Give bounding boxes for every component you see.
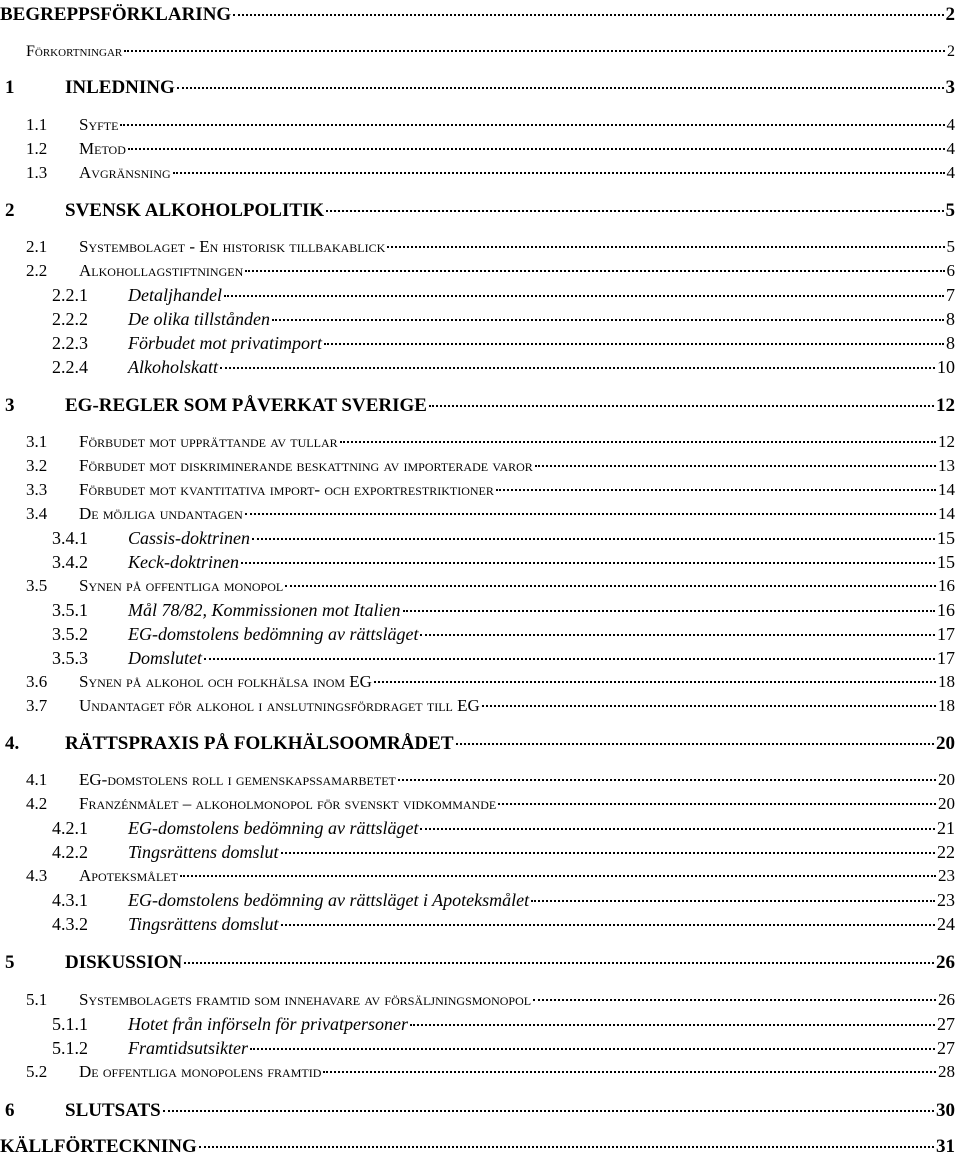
toc-entry-title: Förbudet mot privatimport xyxy=(128,333,322,354)
toc-entry-title: EG-domstolens bedömning av rättsläget xyxy=(128,818,418,839)
dot-leader xyxy=(233,14,943,16)
toc-entry-title: EG-domstolens bedömning av rättsläget xyxy=(128,624,418,645)
toc-entry-page-number: 17 xyxy=(937,648,960,669)
toc-entry-number: 4.2.2 xyxy=(0,842,128,863)
toc-entry[interactable] xyxy=(0,395,960,417)
dot-leader xyxy=(128,148,945,150)
toc-entry-number: 2.1 xyxy=(0,237,79,257)
toc-entry[interactable] xyxy=(0,1062,960,1082)
toc-entry-number: 3.5.1 xyxy=(0,600,128,621)
dot-leader xyxy=(281,852,935,854)
toc-entry[interactable] xyxy=(0,261,960,281)
toc-entry-title: RÄTTSPRAXIS PÅ FOLKHÄLSOOMRÅDET xyxy=(65,733,454,755)
toc-entry[interactable] xyxy=(0,866,960,886)
toc-entry-number: 2 xyxy=(0,200,65,222)
toc-entry[interactable] xyxy=(0,842,960,863)
dot-leader xyxy=(250,1048,935,1050)
toc-entry-number: 2.2.4 xyxy=(0,357,128,378)
toc-entry-page-number: 27 xyxy=(937,1038,960,1059)
toc-entry-page-number: 28 xyxy=(938,1062,960,1082)
toc-entry-page-number: 2 xyxy=(947,43,960,61)
toc-entry-page-number: 21 xyxy=(937,818,960,839)
toc-entry-number: 3.2 xyxy=(0,456,79,476)
toc-entry[interactable] xyxy=(0,818,960,839)
toc-entry-title: Framtidsutsikter xyxy=(128,1038,248,1059)
toc-entry[interactable] xyxy=(0,952,960,974)
toc-entry[interactable] xyxy=(0,914,960,935)
toc-entry-number: 3.5 xyxy=(0,576,79,596)
toc-entry-number: 4.3.2 xyxy=(0,914,128,935)
toc-entry-page-number: 7 xyxy=(946,285,960,306)
toc-entry-title: Förkortningar xyxy=(26,43,122,61)
toc-entry[interactable] xyxy=(0,333,960,354)
toc-entry-page-number: 12 xyxy=(936,395,960,417)
toc-entry[interactable] xyxy=(0,432,960,452)
dot-leader xyxy=(224,295,944,297)
toc-entry[interactable] xyxy=(0,1100,960,1122)
toc-entry-page-number: 26 xyxy=(938,990,960,1010)
toc-entry[interactable] xyxy=(0,576,960,596)
dot-leader xyxy=(533,999,936,1001)
dot-leader xyxy=(163,1110,934,1112)
toc-entry-title: Syfte xyxy=(79,115,118,135)
dot-leader xyxy=(323,1071,936,1073)
dot-leader xyxy=(531,900,935,902)
toc-entry-page-number: 2 xyxy=(946,4,960,26)
dot-leader xyxy=(535,465,936,467)
toc-entry-page-number: 16 xyxy=(937,600,960,621)
toc-entry-title: Förbudet mot diskriminerande beskattning av importerade varor xyxy=(79,456,533,476)
dot-leader xyxy=(180,875,936,877)
toc-entry-number: 2.2.1 xyxy=(0,285,128,306)
toc-entry-title: Undantaget för alkohol i anslutningsfördraget till EG xyxy=(79,696,480,716)
dot-leader xyxy=(252,538,935,540)
dot-leader xyxy=(340,441,936,443)
toc-entry-page-number: 16 xyxy=(938,576,960,596)
toc-entry[interactable] xyxy=(0,890,960,911)
dot-leader xyxy=(403,610,936,612)
toc-entry[interactable] xyxy=(0,285,960,306)
toc-entry-title: SLUTSATS xyxy=(65,1100,161,1122)
toc-entry[interactable] xyxy=(0,237,960,257)
toc-entry-page-number: 20 xyxy=(938,770,960,790)
dot-leader xyxy=(387,246,944,248)
dot-leader xyxy=(245,513,936,515)
dot-leader xyxy=(374,681,936,683)
toc-entry-title: De olika tillstånden xyxy=(128,309,270,330)
toc-entry-number: 1 xyxy=(0,77,65,99)
dot-leader xyxy=(324,343,944,345)
toc-entry-number: 4.1 xyxy=(0,770,79,790)
toc-entry[interactable] xyxy=(0,456,960,476)
toc-entry-page-number: 24 xyxy=(937,914,960,935)
toc-entry-page-number: 30 xyxy=(936,1100,960,1122)
dot-leader xyxy=(281,924,935,926)
toc-entry-page-number: 14 xyxy=(938,480,960,500)
toc-entry-page-number: 3 xyxy=(946,77,960,99)
toc-entry[interactable] xyxy=(0,794,960,814)
toc-entry-title: Förbudet mot kvantitativa import- och exportrestriktioner xyxy=(79,480,494,500)
dot-leader xyxy=(420,828,935,830)
toc-entry-page-number: 31 xyxy=(936,1136,960,1158)
toc-entry[interactable] xyxy=(0,696,960,716)
toc-entry-page-number: 10 xyxy=(937,357,960,378)
toc-entry-number: 1.2 xyxy=(0,139,79,159)
toc-entry-number: 5.1.2 xyxy=(0,1038,128,1059)
dot-leader xyxy=(241,562,935,564)
toc-entry-title: Apoteksmålet xyxy=(79,866,178,886)
toc-entry[interactable] xyxy=(0,77,960,99)
toc-entry-number: 4. xyxy=(0,733,65,755)
toc-entry-number: 4.2.1 xyxy=(0,818,128,839)
toc-entry-title: DISKUSSION xyxy=(65,952,182,974)
toc-entry-number: 3 xyxy=(0,395,65,417)
toc-entry-number: 5.1 xyxy=(0,990,79,1010)
toc-entry[interactable] xyxy=(0,1014,960,1035)
dot-leader xyxy=(496,489,936,491)
toc-entry-number: 3.4.2 xyxy=(0,552,128,573)
toc-entry[interactable] xyxy=(0,552,960,573)
toc-entry[interactable] xyxy=(0,504,960,524)
toc-entry[interactable] xyxy=(0,115,960,135)
toc-entry-number: 3.5.2 xyxy=(0,624,128,645)
dot-leader xyxy=(326,210,943,212)
toc-entry-title: EG-REGLER SOM PÅVERKAT SVERIGE xyxy=(65,395,427,417)
toc-entry[interactable] xyxy=(0,528,960,549)
toc-entry-title: De möjliga undantagen xyxy=(79,504,243,524)
toc-entry-page-number: 26 xyxy=(936,952,960,974)
dot-leader xyxy=(245,270,944,272)
toc-entry-title: EG-domstolens bedömning av rättsläget i Apoteksmålet xyxy=(128,890,529,911)
toc-entry-title: Cassis-doktrinen xyxy=(128,528,250,549)
dot-leader xyxy=(120,124,944,126)
toc-entry[interactable] xyxy=(0,648,960,669)
toc-entry[interactable] xyxy=(0,200,960,222)
dot-leader xyxy=(429,405,934,407)
toc-entry-page-number: 13 xyxy=(938,456,960,476)
toc-entry-number: 6 xyxy=(0,1100,65,1122)
toc-entry-title: Franzénmålet – alkoholmonopol för svenskt vidkommande xyxy=(79,794,496,814)
dot-leader xyxy=(177,87,944,89)
toc-entry-number: 2.2.2 xyxy=(0,309,128,330)
toc-entry[interactable] xyxy=(0,624,960,645)
dot-leader xyxy=(124,50,945,52)
toc-entry-title: Alkoholskatt xyxy=(128,357,218,378)
dot-leader xyxy=(199,1146,934,1148)
toc-entry-number: 2.2 xyxy=(0,261,79,281)
toc-entry-title: KÄLLFÖRTECKNING xyxy=(0,1136,197,1158)
toc-entry-title: Förbudet mot upprättande av tullar xyxy=(79,432,338,452)
toc-entry-title: Avgränsning xyxy=(79,163,171,183)
toc-entry-page-number: 15 xyxy=(937,552,960,573)
toc-entry-number: 3.3 xyxy=(0,480,79,500)
dot-leader xyxy=(173,172,945,174)
toc-entry[interactable] xyxy=(0,480,960,500)
dot-leader xyxy=(456,743,935,745)
toc-entry-title: Tingsrättens domslut xyxy=(128,914,279,935)
toc-entry-page-number: 27 xyxy=(937,1014,960,1035)
toc-entry-page-number: 18 xyxy=(938,696,960,716)
toc-entry[interactable] xyxy=(0,309,960,330)
toc-entry-title: Systembolaget - En historisk tillbakablick xyxy=(79,237,385,257)
toc-entry-number: 5 xyxy=(0,952,65,974)
toc-entry[interactable] xyxy=(0,600,960,621)
toc-entry-page-number: 5 xyxy=(946,200,960,222)
toc-entry-number: 5.2 xyxy=(0,1062,79,1082)
toc-entry-page-number: 22 xyxy=(937,842,960,863)
toc-entry-title: SVENSK ALKOHOLPOLITIK xyxy=(65,200,324,222)
dot-leader xyxy=(410,1024,935,1026)
toc-entry[interactable] xyxy=(0,990,960,1010)
toc-entry-number: 3.5.3 xyxy=(0,648,128,669)
toc-entry-title: Systembolagets framtid som innehavare av försäljningsmonopol xyxy=(79,990,531,1010)
toc-entry-title: Mål 78/82, Kommissionen mot Italien xyxy=(128,600,401,621)
dot-leader xyxy=(184,962,934,964)
dot-leader xyxy=(398,779,936,781)
toc-entry-title: Metod xyxy=(79,139,126,159)
toc-entry-page-number: 23 xyxy=(938,866,960,886)
dot-leader xyxy=(272,319,944,321)
dot-leader xyxy=(498,803,936,805)
dot-leader xyxy=(204,658,935,660)
toc-entry-page-number: 20 xyxy=(936,733,960,755)
toc-entry-title: Synen på alkohol och folkhälsa inom EG xyxy=(79,672,372,692)
toc-entry-page-number: 17 xyxy=(937,624,960,645)
toc-entry-number: 1.3 xyxy=(0,163,79,183)
toc-entry[interactable] xyxy=(0,1136,960,1158)
toc-entry-page-number: 20 xyxy=(938,794,960,814)
toc-entry-title: Detaljhandel xyxy=(128,285,222,306)
toc-entry-title: Keck-doktrinen xyxy=(128,552,239,573)
toc-entry-page-number: 4 xyxy=(947,139,960,159)
toc-entry-page-number: 6 xyxy=(947,261,960,281)
toc-entry-number: 4.3 xyxy=(0,866,79,886)
toc-entry-number: 1.1 xyxy=(0,115,79,135)
toc-entry-title: Synen på offentliga monopol xyxy=(79,576,283,596)
dot-leader xyxy=(482,705,936,707)
toc-entry-title: Domslutet xyxy=(128,648,202,669)
toc-entry-page-number: 5 xyxy=(947,237,960,257)
toc-entry-number: 5.1.1 xyxy=(0,1014,128,1035)
toc-entry-page-number: 4 xyxy=(947,115,960,135)
toc-entry-number: 3.1 xyxy=(0,432,79,452)
toc-entry[interactable] xyxy=(0,770,960,790)
toc-entry-number: 3.6 xyxy=(0,672,79,692)
toc-entry[interactable] xyxy=(0,163,960,183)
toc-entry[interactable] xyxy=(0,43,960,61)
toc-entry[interactable] xyxy=(0,733,960,755)
dot-leader xyxy=(420,634,935,636)
toc-entry-number: 4.2 xyxy=(0,794,79,814)
toc-entry-number: 3.4.1 xyxy=(0,528,128,549)
toc-entry[interactable] xyxy=(0,4,960,26)
toc-entry-page-number: 12 xyxy=(938,432,960,452)
toc-entry-page-number: 18 xyxy=(938,672,960,692)
toc-entry-title: Alkohollagstiftningen xyxy=(79,261,243,281)
toc-entry-number: 3.7 xyxy=(0,696,79,716)
toc-entry-title: BEGREPPSFÖRKLARING xyxy=(0,4,231,26)
toc-entry-page-number: 8 xyxy=(946,333,960,354)
toc-entry-page-number: 15 xyxy=(937,528,960,549)
toc-entry-number: 2.2.3 xyxy=(0,333,128,354)
dot-leader xyxy=(285,585,936,587)
toc-entry-page-number: 14 xyxy=(938,504,960,524)
toc-entry[interactable] xyxy=(0,672,960,692)
toc-entry[interactable] xyxy=(0,139,960,159)
toc-entry-page-number: 4 xyxy=(947,163,960,183)
toc-entry[interactable] xyxy=(0,1038,960,1059)
dot-leader xyxy=(220,367,935,369)
toc-entry-page-number: 8 xyxy=(946,309,960,330)
toc-entry-number: 4.3.1 xyxy=(0,890,128,911)
toc-entry-title: Hotet från införseln för privatpersoner xyxy=(128,1014,408,1035)
toc-entry-title: Tingsrättens domslut xyxy=(128,842,279,863)
toc-entry-page-number: 23 xyxy=(937,890,960,911)
toc-entry[interactable] xyxy=(0,357,960,378)
toc-entry-title: De offentliga monopolens framtid xyxy=(79,1062,321,1082)
toc-entry-title: EG-domstolens roll i gemenskapssamarbetet xyxy=(79,770,396,790)
toc-entry-title: INLEDNING xyxy=(65,77,175,99)
toc-entry-number: 3.4 xyxy=(0,504,79,524)
